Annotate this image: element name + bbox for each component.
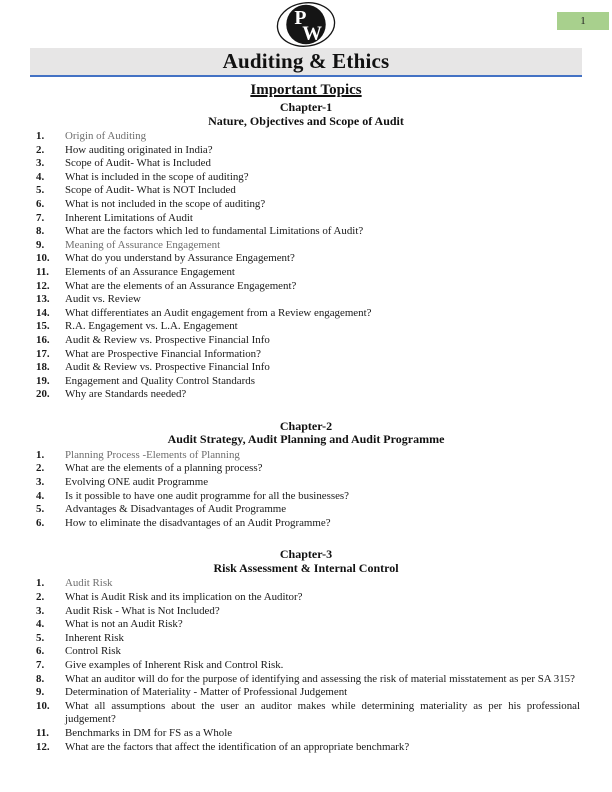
- item-text: What is Audit Risk and its implication on the Auditor?: [65, 591, 303, 604]
- item-text: What an auditor will do for the purpose of identifying and assessing the risk of material misstatement as per SA 315?: [65, 672, 575, 685]
- topic-list-item: [36, 686, 580, 700]
- chapter-title: Risk Assessment & Internal Control: [213, 560, 399, 575]
- item-text: Give examples of Inherent Risk and Control Risk.: [65, 659, 284, 671]
- chapter-list: [0, 449, 612, 531]
- topic-list-item: [36, 307, 580, 321]
- topic-list-item: [36, 130, 580, 144]
- item-number: 5.: [36, 503, 45, 516]
- item-number: 1.: [36, 130, 45, 142]
- topic-list-item: [36, 266, 580, 280]
- chapter-section: [0, 420, 612, 531]
- item-number: 2.: [36, 462, 45, 475]
- important-topics-heading: Important Topics: [250, 82, 362, 98]
- item-number: 16.: [36, 333, 50, 346]
- item-number: 6.: [36, 645, 45, 658]
- item-number: 14.: [36, 306, 50, 319]
- chapter-name: Chapter-2: [279, 418, 333, 433]
- item-number: 5.: [36, 631, 45, 644]
- item-text: Audit Risk - What is Not Included?: [65, 604, 220, 617]
- item-text: Inherent Risk: [65, 631, 124, 644]
- item-number: 3.: [36, 476, 45, 489]
- page-number-badge: 1: [557, 12, 609, 30]
- item-text: What is included in the scope of auditing?: [65, 170, 249, 183]
- item-text: Benchmarks in DM for FS as a Whole: [65, 726, 233, 739]
- topic-list-item: [36, 741, 580, 755]
- item-number: 11.: [36, 265, 50, 278]
- item-number: 1.: [36, 577, 45, 590]
- topic-list-item: [36, 212, 580, 226]
- item-text: Audit & Review vs. Prospective Financial Info: [65, 361, 270, 374]
- item-text: Is it possible to have one audit programme for all the businesses?: [65, 489, 349, 502]
- topic-list-item: [36, 673, 580, 687]
- page-title: Auditing & Ethics: [222, 49, 390, 73]
- item-number: 10.: [36, 699, 50, 712]
- topic-list-item: [36, 591, 580, 605]
- item-text: Origin of Auditing: [65, 130, 147, 142]
- chapter-name: Chapter-1: [279, 100, 333, 114]
- item-number: 18.: [36, 361, 50, 374]
- item-text: Audit & Review vs. Prospective Financial Info: [65, 333, 270, 346]
- topic-list-item: [36, 280, 580, 294]
- item-number: 2.: [36, 591, 45, 604]
- item-number: 1.: [36, 448, 45, 461]
- item-number: 17.: [36, 347, 50, 360]
- item-text: What are the factors that affect the identification of an appropriate benchmark?: [65, 740, 410, 753]
- item-text: Planning Process -Elements of Planning: [65, 448, 240, 461]
- chapter-name: Chapter-3: [279, 547, 333, 562]
- item-number: 5.: [36, 184, 45, 197]
- topic-list-item: [36, 618, 580, 632]
- item-text: What are the factors which led to fundamental Limitations of Audit?: [65, 225, 364, 238]
- item-text: Determination of Materiality - Matter of Professional Judgement: [65, 686, 348, 699]
- item-text: Audit vs. Review: [65, 293, 141, 306]
- item-text: What is not included in the scope of auditing?: [65, 197, 266, 210]
- topic-list-item: [36, 184, 580, 198]
- topic-list-item: [36, 605, 580, 619]
- item-text: What do you understand by Assurance Engagement?: [65, 252, 295, 265]
- topic-list-item: [36, 659, 580, 673]
- pw-logo: [273, 1, 339, 48]
- item-text: What are the elements of an Assurance Engagement?: [65, 279, 297, 292]
- topic-list-item: [36, 632, 580, 646]
- item-text: What all assumptions about the user an auditor makes while determining materiality as per his professional judgement?: [65, 699, 580, 726]
- item-text: Engagement and Quality Control Standards: [65, 374, 255, 387]
- item-text: Advantages & Disadvantages of Audit Programme: [65, 503, 287, 516]
- topic-list-item: [36, 252, 580, 266]
- item-text: How to eliminate the disadvantages of an Audit Programme?: [65, 516, 331, 529]
- item-number: 20.: [36, 388, 50, 401]
- item-number: 12.: [36, 279, 50, 292]
- topic-list-item: [36, 700, 580, 727]
- chapters: [0, 101, 612, 754]
- topic-list-item: [36, 239, 580, 253]
- item-text: Scope of Audit- What is NOT Included: [65, 184, 236, 197]
- chapter-list: [0, 577, 612, 754]
- topic-list-item: [36, 388, 580, 402]
- item-number: 4.: [36, 170, 45, 183]
- item-text: Audit Risk: [65, 577, 113, 590]
- item-text: R.A. Engagement vs. L.A. Engagement: [65, 320, 238, 333]
- item-number: 15.: [36, 320, 50, 333]
- item-text: How auditing originated in India?: [65, 143, 213, 156]
- topic-list-item: [36, 144, 580, 158]
- topic-list-item: [36, 198, 580, 212]
- logo-letter-w: W: [302, 22, 322, 45]
- item-text: Evolving ONE audit Programme: [65, 476, 209, 489]
- chapter-title: Nature, Objectives and Scope of Audit: [208, 113, 404, 128]
- item-number: 19.: [36, 374, 50, 387]
- chapter-section: [0, 101, 612, 402]
- item-number: 2.: [36, 143, 45, 156]
- topic-list-item: [36, 361, 580, 375]
- topic-list-item: [36, 320, 580, 334]
- item-number: 7.: [36, 659, 45, 671]
- item-text: Inherent Limitations of Audit: [65, 211, 193, 224]
- item-number: 12.: [36, 740, 50, 753]
- topic-list-item: [36, 577, 580, 591]
- item-number: 6.: [36, 197, 45, 210]
- item-number: 11.: [36, 726, 50, 739]
- item-text: Meaning of Assurance Engagement: [65, 238, 221, 251]
- item-text: Scope of Audit- What is Included: [65, 157, 211, 170]
- item-text: Control Risk: [65, 645, 121, 658]
- topic-list-item: [36, 645, 580, 659]
- item-number: 4.: [36, 489, 45, 502]
- chapter-list: [0, 130, 612, 402]
- item-number: 3.: [36, 157, 45, 170]
- item-number: 7.: [36, 211, 45, 224]
- topic-list-item: [36, 293, 580, 307]
- topic-list-item: [36, 517, 580, 531]
- item-number: 4.: [36, 618, 45, 631]
- item-text: What is not an Audit Risk?: [65, 618, 183, 631]
- item-number: 8.: [36, 225, 45, 238]
- item-text: What are the elements of a planning process?: [65, 462, 263, 475]
- topic-list-item: [36, 171, 580, 185]
- chapter-title: Audit Strategy, Audit Planning and Audit Programme: [167, 432, 445, 447]
- topic-list-item: [36, 503, 580, 517]
- item-number: 6.: [36, 516, 45, 529]
- title-banner: [30, 48, 582, 77]
- topic-list-item: [36, 375, 580, 389]
- topic-list-item: [36, 462, 580, 476]
- topic-list-item: [36, 476, 580, 490]
- item-number: 9.: [36, 238, 45, 251]
- item-number: 3.: [36, 604, 45, 617]
- logo-letter-p: P: [294, 7, 307, 30]
- item-number: 8.: [36, 672, 45, 685]
- pw-logo-icon: [273, 1, 339, 48]
- item-number: 9.: [36, 686, 45, 699]
- item-number: 13.: [36, 293, 50, 306]
- topic-list-item: [36, 449, 580, 463]
- item-number: 10.: [36, 252, 50, 265]
- chapter-section: [0, 548, 612, 754]
- item-text: Why are Standards needed?: [65, 388, 187, 401]
- topic-list-item: [36, 727, 580, 741]
- item-text: What differentiates an Audit engagement from a Review engagement?: [65, 306, 372, 319]
- item-text: Elements of an Assurance Engagement: [65, 265, 235, 278]
- topic-list-item: [36, 334, 580, 348]
- topic-list-item: [36, 490, 580, 504]
- item-text: What are Prospective Financial Information?: [65, 347, 261, 360]
- topic-list-item: [36, 225, 580, 239]
- topic-list-item: [36, 348, 580, 362]
- topic-list-item: [36, 157, 580, 171]
